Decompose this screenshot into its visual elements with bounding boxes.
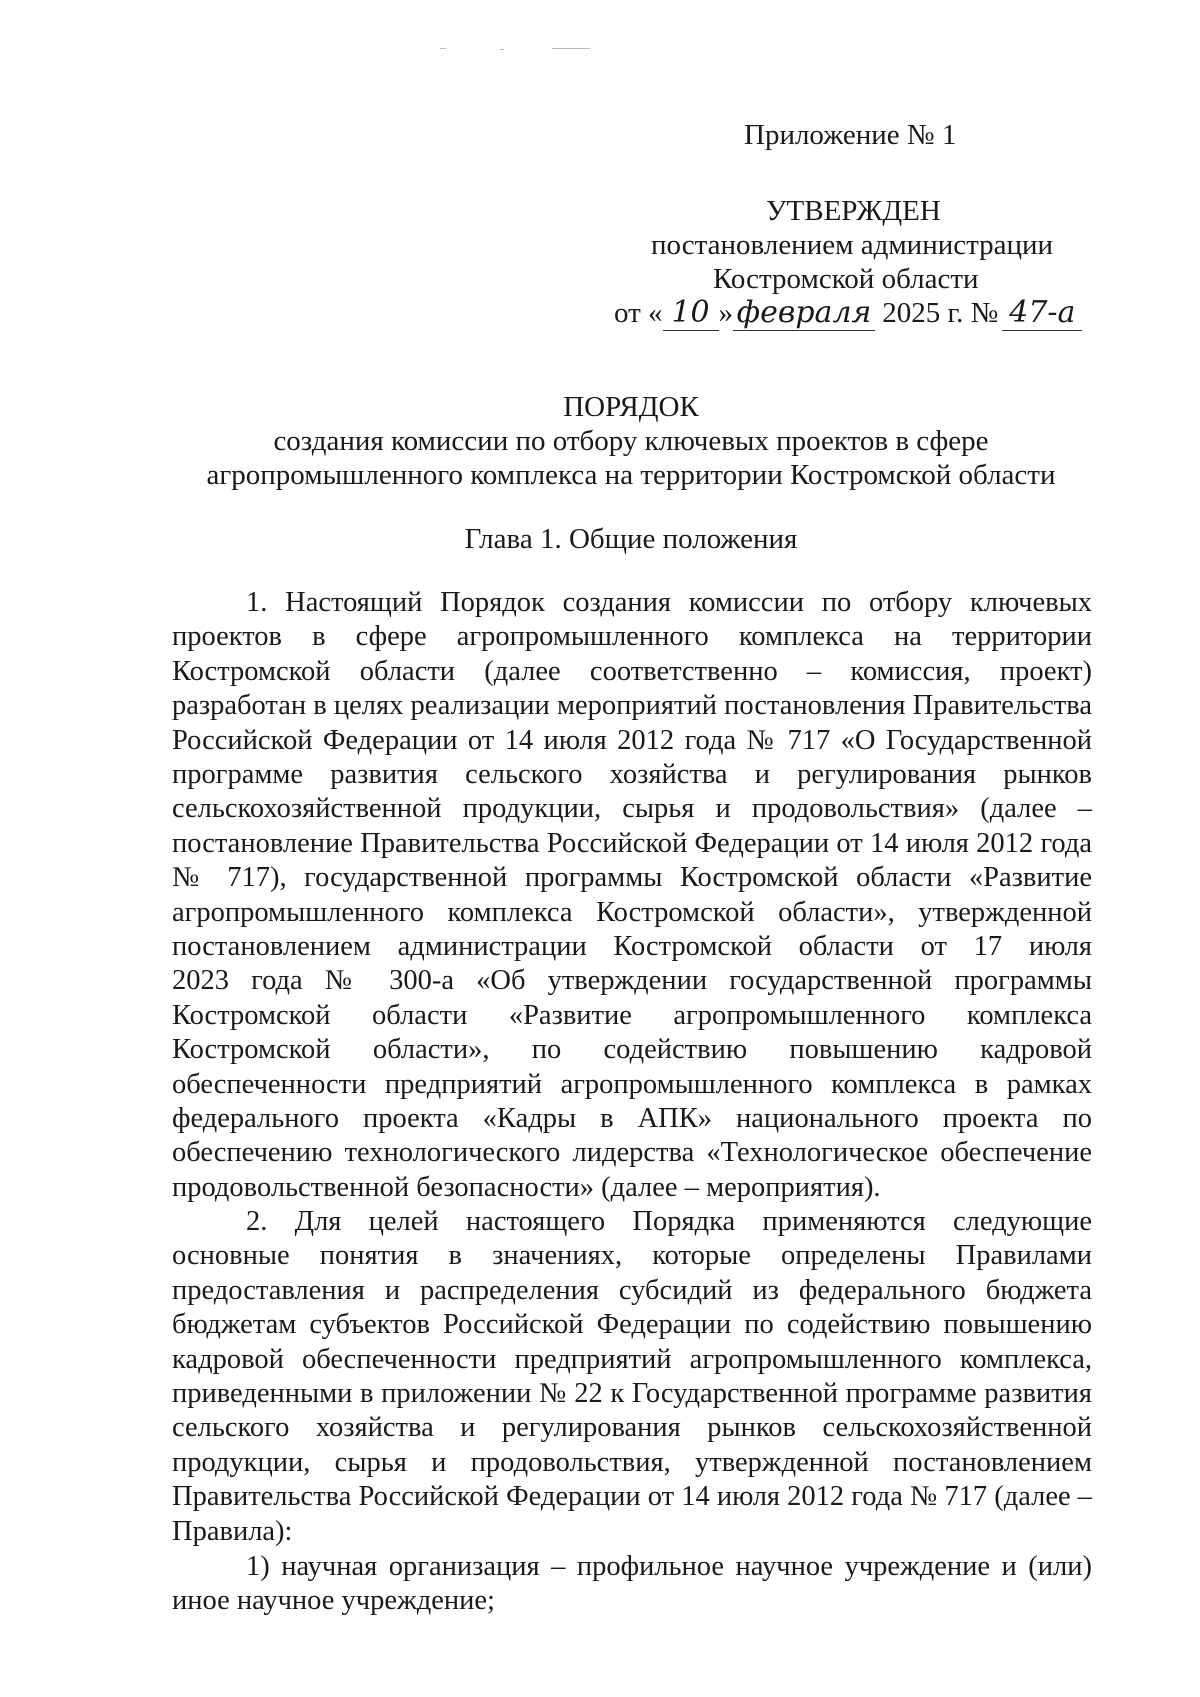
paragraph-line: агропромышленного комплекса Костромской области», утвержденной	[172, 896, 1092, 928]
document-number-handwritten: 47-а	[1002, 296, 1082, 331]
paragraph-line: Правительства Российской Федерации от 14 июля 2012 года № 717 (далее –	[172, 1481, 1092, 1513]
document-subtitle-line2: агропромышленного комплекса на территории Костромской области	[206, 459, 1056, 491]
paragraph-line: предоставления и распределения субсидий из федерального бюджета	[172, 1274, 1092, 1306]
paragraph-line: обеспечению технологического лидерства «Технологическое обеспечение	[172, 1137, 1092, 1169]
paragraph-line: Костромской области «Развитие агропромышленного комплекса	[172, 999, 1092, 1031]
paragraph-line: бюджетам субъектов Российской Федерации по содействию повышению	[172, 1309, 1092, 1341]
paragraph-line: разработан в целях реализации мероприятий постановления Правительства	[172, 690, 1092, 722]
paragraph-line: проектов в сфере агропромышленного комплекса на территории	[172, 621, 1092, 653]
document-title: ПОРЯДОК	[563, 391, 699, 423]
paragraph-line: Костромской области (далее соответственно – комиссия, проект)	[172, 655, 1092, 687]
paragraph-line: федерального проекта «Кадры в АПК» национального проекта по	[172, 1103, 1092, 1134]
paragraph-line: приведенными в приложении № 22 к Государственной программе развития	[172, 1378, 1092, 1409]
scan-speck	[440, 48, 446, 49]
chapter-heading: Глава 1. Общие положения	[464, 523, 798, 555]
paragraph-line: постановлением администрации Костромской области от 17 июля	[172, 931, 1092, 962]
approval-date-line	[614, 296, 1082, 331]
date-day-handwritten: 10	[663, 296, 719, 331]
paragraph-line: продукции, сырья и продовольствия, утвержденной постановлением	[172, 1446, 1092, 1478]
paragraph-line: обеспеченности предприятий агропромышленного комплекса в рамках	[172, 1068, 1092, 1100]
approved-by-line: постановлением администрации	[651, 229, 1054, 261]
date-year-number: 2025 г. №	[882, 297, 999, 329]
approved-region-line: Костромской области	[713, 263, 979, 295]
paragraph-line: кадровой обеспеченности предприятий агропромышленного комплекса,	[172, 1343, 1092, 1375]
scan-speck	[552, 48, 590, 49]
paragraph-line: 2023 года № 300-а «Об утверждении государственной программы	[172, 965, 1092, 997]
paragraph-line: 2. Для целей настоящего Порядка применяются следующие	[246, 1206, 1092, 1237]
paragraph-line: Российской Федерации от 14 июля 2012 года № 717 «О Государственной	[172, 724, 1092, 756]
appendix-label: Приложение № 1	[744, 119, 957, 151]
paragraph-line: 1) научная организация – профильное научное учреждение и (или)	[246, 1551, 1092, 1582]
paragraph-line: иное научное учреждение;	[172, 1585, 495, 1617]
paragraph-line: постановление Правительства Российской Федерации от 14 июля 2012 года	[172, 827, 1092, 859]
paragraph-line: 1. Настоящий Порядок создания комиссии по отбору ключевых	[246, 587, 1092, 618]
paragraph-line: программе развития сельского хозяйства и регулирования рынков	[172, 759, 1092, 790]
paragraph-line: основные понятия в значениях, которые определены Правилами	[172, 1240, 1092, 1272]
paragraph-line: Костромской области», по содействию повышению кадровой	[172, 1034, 1092, 1066]
scan-speck	[500, 49, 504, 50]
paragraph-line: сельского хозяйства и регулирования рынков сельскохозяйственной	[172, 1412, 1092, 1444]
document-subtitle-line1: создания комиссии по отбору ключевых проектов в сфере	[273, 425, 989, 457]
paragraph-line: сельскохозяйственной продукции, сырья и продовольствия» (далее –	[172, 793, 1092, 825]
date-month-handwritten: февраля	[733, 296, 875, 331]
date-prefix: от «	[614, 297, 663, 329]
date-mid: »	[718, 297, 734, 329]
paragraph-line: Правила):	[172, 1515, 293, 1547]
approved-label: УТВЕРЖДЕН	[766, 195, 941, 227]
paragraph-line: № 717), государственной программы Костромской области «Развитие	[172, 862, 1092, 894]
paragraph-line: продовольственной безопасности» (далее – мероприятия).	[172, 1171, 881, 1203]
